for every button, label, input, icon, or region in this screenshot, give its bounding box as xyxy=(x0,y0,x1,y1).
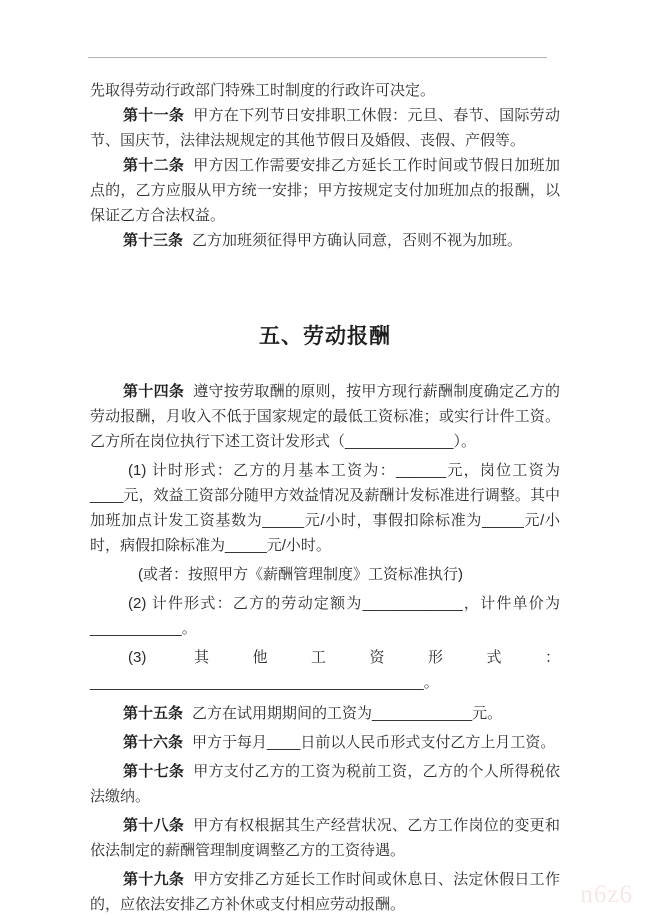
document-content xyxy=(90,78,560,916)
wage-item-1-paragraph xyxy=(90,458,560,558)
wage-alternative-note xyxy=(90,562,560,587)
clause-16-number: 第十六条 xyxy=(123,734,184,751)
clause-11-paragraph xyxy=(90,103,560,153)
clause-17-text: 甲方支付乙方的工资为税前工资，乙方的个人所得税依法缴纳。 xyxy=(90,763,560,805)
watermark-text: n6z6 xyxy=(580,881,633,908)
clause-19-paragraph xyxy=(90,867,560,916)
wage-item-2-paragraph xyxy=(90,591,560,641)
clause-18-paragraph xyxy=(90,813,560,863)
clause-15-number: 第十五条 xyxy=(123,705,184,722)
clause-11-number: 第十一条 xyxy=(123,107,185,124)
clause-12-number: 第十二条 xyxy=(123,157,185,174)
intro-paragraph xyxy=(90,78,560,103)
remuneration-section xyxy=(90,379,560,916)
clause-13-paragraph xyxy=(90,228,560,253)
clause-19-text: 甲方安排乙方延长工作时间或休息日、法定休假日工作的，应依法安排乙方补休或支付相应劳动报酬。 xyxy=(90,871,560,913)
clause-19-number: 第十九条 xyxy=(123,871,185,888)
clause-12-paragraph xyxy=(90,153,560,228)
wage-alternative-text: (或者：按照甲方《薪酬管理制度》工资标准执行) xyxy=(138,566,463,583)
clause-14-text: 遵守按劳取酬的原则，按甲方现行薪酬制度确定乙方的劳动报酬，月收入不低于国家规定的最低工资标准；或实行计件工资。乙方所在岗位执行下述工资计发形式（_____________）。 xyxy=(90,383,560,450)
intro-text: 先取得劳动行政部门特殊工时制度的行政许可决定。 xyxy=(90,82,436,99)
section-title: 五、劳动报酬 xyxy=(259,325,391,348)
clause-16-text: 甲方于每月____日前以人民币形式支付乙方上月工资。 xyxy=(192,734,556,751)
wage-item-3-text: (3) 其他工资形式：________________________________________。 xyxy=(90,649,560,691)
clause-15-text: 乙方在试用期期间的工资为____________元。 xyxy=(192,705,503,722)
clause-14-paragraph xyxy=(90,379,560,454)
top-divider-line xyxy=(88,57,547,58)
clause-13-text: 乙方加班须征得甲方确认同意，否则不视为加班。 xyxy=(192,232,523,249)
clause-14-number: 第十四条 xyxy=(123,383,185,400)
wage-item-3-paragraph xyxy=(90,645,560,695)
clause-18-number: 第十八条 xyxy=(123,817,185,834)
clause-16-paragraph xyxy=(90,730,560,755)
clause-15-paragraph xyxy=(90,701,560,726)
wage-item-1-text: (1) 计时形式：乙方的月基本工资为：______元，岗位工资为____元，效益工资部分随甲方效益情况及薪酬计发标准进行调整。其中加班加点计发工资基数为_____元/小时，事假扣除标准为_____元/小时，病假扣除标准为_____元/小时。 xyxy=(90,462,560,554)
clause-11-text: 甲方在下列节日安排职工休假：元旦、春节、国际劳动节、国庆节，法律法规规定的其他节假日及婚假、丧假、产假等。 xyxy=(90,107,560,149)
clause-17-paragraph xyxy=(90,759,560,809)
clause-18-text: 甲方有权根据其生产经营状况、乙方工作岗位的变更和依法制定的薪酬管理制度调整乙方的工资待遇。 xyxy=(90,817,560,859)
clause-13-number: 第十三条 xyxy=(123,232,184,249)
clause-12-text: 甲方因工作需要安排乙方延长工作时间或节假日加班加点的，乙方应服从甲方统一安排；甲方按规定支付加班加点的报酬，以保证乙方合法权益。 xyxy=(90,157,560,224)
wage-item-2-text: (2) 计件形式：乙方的劳动定额为____________，计件单价为___________。 xyxy=(90,595,560,637)
clause-17-number: 第十七条 xyxy=(123,763,185,780)
